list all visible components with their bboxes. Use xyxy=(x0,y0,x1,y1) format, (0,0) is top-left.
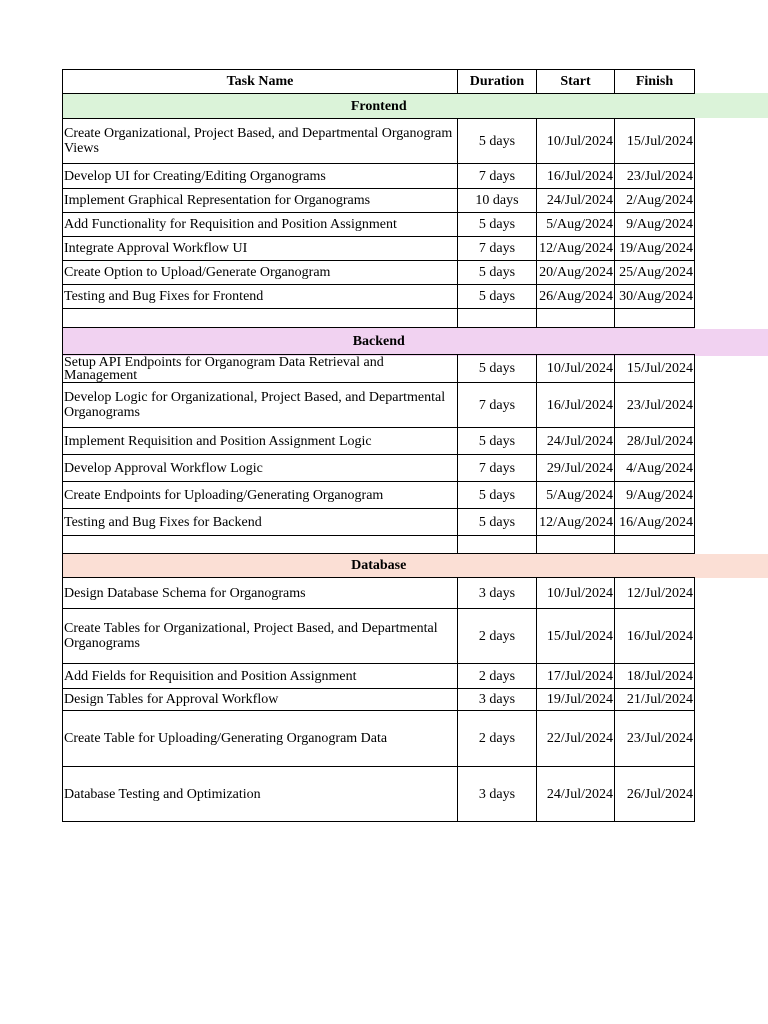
table-row xyxy=(63,428,695,455)
finish-cell: 9/Aug/2024 xyxy=(615,482,695,509)
start-cell: 17/Jul/2024 xyxy=(537,664,615,689)
empty-row xyxy=(63,309,695,328)
start-cell: 19/Jul/2024 xyxy=(537,689,615,711)
table-row xyxy=(63,455,695,482)
duration-cell: 5 days xyxy=(458,213,537,237)
finish-cell: 21/Jul/2024 xyxy=(615,689,695,711)
start-cell: 12/Aug/2024 xyxy=(537,509,615,536)
start-cell: 16/Jul/2024 xyxy=(537,164,615,189)
duration-cell: 7 days xyxy=(458,164,537,189)
finish-cell: 30/Aug/2024 xyxy=(615,285,695,309)
table-row xyxy=(63,509,695,536)
task-name-cell: Database Testing and Optimization xyxy=(63,767,458,822)
finish-cell: 26/Jul/2024 xyxy=(615,767,695,822)
section-title-database: Database xyxy=(63,554,695,578)
start-cell: 20/Aug/2024 xyxy=(537,261,615,285)
finish-cell: 15/Jul/2024 xyxy=(615,119,695,164)
start-cell: 24/Jul/2024 xyxy=(537,428,615,455)
duration-cell: 2 days xyxy=(458,711,537,767)
duration-cell: 3 days xyxy=(458,578,537,609)
table-row xyxy=(63,355,695,383)
header-row xyxy=(63,70,695,94)
table-row xyxy=(63,664,695,689)
table-row xyxy=(63,164,695,189)
finish-cell: 18/Jul/2024 xyxy=(615,664,695,689)
header-duration: Duration xyxy=(458,70,537,94)
task-name-cell: Develop Approval Workflow Logic xyxy=(63,455,458,482)
finish-cell: 16/Aug/2024 xyxy=(615,509,695,536)
section-row-backend xyxy=(63,328,695,355)
section-row-frontend xyxy=(63,94,695,119)
start-cell: 24/Jul/2024 xyxy=(537,767,615,822)
table-row xyxy=(63,285,695,309)
duration-cell: 5 days xyxy=(458,119,537,164)
start-cell: 22/Jul/2024 xyxy=(537,711,615,767)
start-cell: 10/Jul/2024 xyxy=(537,355,615,383)
duration-cell: 5 days xyxy=(458,482,537,509)
finish-cell: 19/Aug/2024 xyxy=(615,237,695,261)
duration-cell: 7 days xyxy=(458,455,537,482)
finish-cell: 28/Jul/2024 xyxy=(615,428,695,455)
task-name-cell: Setup API Endpoints for Organogram Data Retrieval and Management xyxy=(63,355,458,383)
task-name-cell: Develop Logic for Organizational, Project Based, and Departmental Organograms xyxy=(63,383,458,428)
start-cell: 15/Jul/2024 xyxy=(537,609,615,664)
duration-cell: 5 days xyxy=(458,509,537,536)
duration-cell: 5 days xyxy=(458,261,537,285)
table-row xyxy=(63,213,695,237)
finish-cell: 2/Aug/2024 xyxy=(615,189,695,213)
duration-cell: 3 days xyxy=(458,689,537,711)
duration-cell: 3 days xyxy=(458,767,537,822)
duration-cell: 2 days xyxy=(458,609,537,664)
task-name-cell: Create Endpoints for Uploading/Generating Organogram xyxy=(63,482,458,509)
start-cell: 10/Jul/2024 xyxy=(537,119,615,164)
finish-cell: 25/Aug/2024 xyxy=(615,261,695,285)
duration-cell: 2 days xyxy=(458,664,537,689)
task-name-cell: Add Fields for Requisition and Position Assignment xyxy=(63,664,458,689)
finish-cell: 23/Jul/2024 xyxy=(615,711,695,767)
table-row xyxy=(63,689,695,711)
finish-cell: 15/Jul/2024 xyxy=(615,355,695,383)
table-row xyxy=(63,482,695,509)
start-cell: 5/Aug/2024 xyxy=(537,482,615,509)
finish-cell: 9/Aug/2024 xyxy=(615,213,695,237)
section-row-database xyxy=(63,554,695,578)
duration-cell: 5 days xyxy=(458,428,537,455)
finish-cell: 16/Jul/2024 xyxy=(615,609,695,664)
task-name-cell: Create Organizational, Project Based, and Departmental Organogram Views xyxy=(63,119,458,164)
table-row xyxy=(63,609,695,664)
task-name-cell: Create Option to Upload/Generate Organogram xyxy=(63,261,458,285)
task-schedule-table xyxy=(62,69,695,822)
table-row xyxy=(63,383,695,428)
task-name-cell: Create Tables for Organizational, Project Based, and Departmental Organograms xyxy=(63,609,458,664)
finish-cell: 12/Jul/2024 xyxy=(615,578,695,609)
table-row xyxy=(63,119,695,164)
duration-cell: 5 days xyxy=(458,285,537,309)
start-cell: 10/Jul/2024 xyxy=(537,578,615,609)
header-finish: Finish xyxy=(615,70,695,94)
section-title-backend: Backend xyxy=(63,328,695,355)
duration-cell: 10 days xyxy=(458,189,537,213)
task-name-cell: Develop UI for Creating/Editing Organograms xyxy=(63,164,458,189)
start-cell: 5/Aug/2024 xyxy=(537,213,615,237)
task-name-cell: Design Database Schema for Organograms xyxy=(63,578,458,609)
header-start: Start xyxy=(537,70,615,94)
duration-cell: 7 days xyxy=(458,383,537,428)
start-cell: 12/Aug/2024 xyxy=(537,237,615,261)
task-name-cell: Testing and Bug Fixes for Frontend xyxy=(63,285,458,309)
start-cell: 29/Jul/2024 xyxy=(537,455,615,482)
task-name-cell: Create Table for Uploading/Generating Organogram Data xyxy=(63,711,458,767)
finish-cell: 4/Aug/2024 xyxy=(615,455,695,482)
task-name-cell: Design Tables for Approval Workflow xyxy=(63,689,458,711)
table-row xyxy=(63,767,695,822)
finish-cell: 23/Jul/2024 xyxy=(615,383,695,428)
table-row xyxy=(63,189,695,213)
section-title-frontend: Frontend xyxy=(63,94,695,119)
duration-cell: 5 days xyxy=(458,355,537,383)
task-name-cell: Integrate Approval Workflow UI xyxy=(63,237,458,261)
table-row xyxy=(63,237,695,261)
start-cell: 16/Jul/2024 xyxy=(537,383,615,428)
header-task-name: Task Name xyxy=(63,70,458,94)
task-name-cell: Testing and Bug Fixes for Backend xyxy=(63,509,458,536)
task-name-cell: Implement Requisition and Position Assignment Logic xyxy=(63,428,458,455)
table-row xyxy=(63,711,695,767)
duration-cell: 7 days xyxy=(458,237,537,261)
empty-row xyxy=(63,536,695,554)
task-name-cell: Add Functionality for Requisition and Position Assignment xyxy=(63,213,458,237)
table-row xyxy=(63,261,695,285)
table-row xyxy=(63,578,695,609)
finish-cell: 23/Jul/2024 xyxy=(615,164,695,189)
task-name-cell: Implement Graphical Representation for Organograms xyxy=(63,189,458,213)
start-cell: 26/Aug/2024 xyxy=(537,285,615,309)
start-cell: 24/Jul/2024 xyxy=(537,189,615,213)
